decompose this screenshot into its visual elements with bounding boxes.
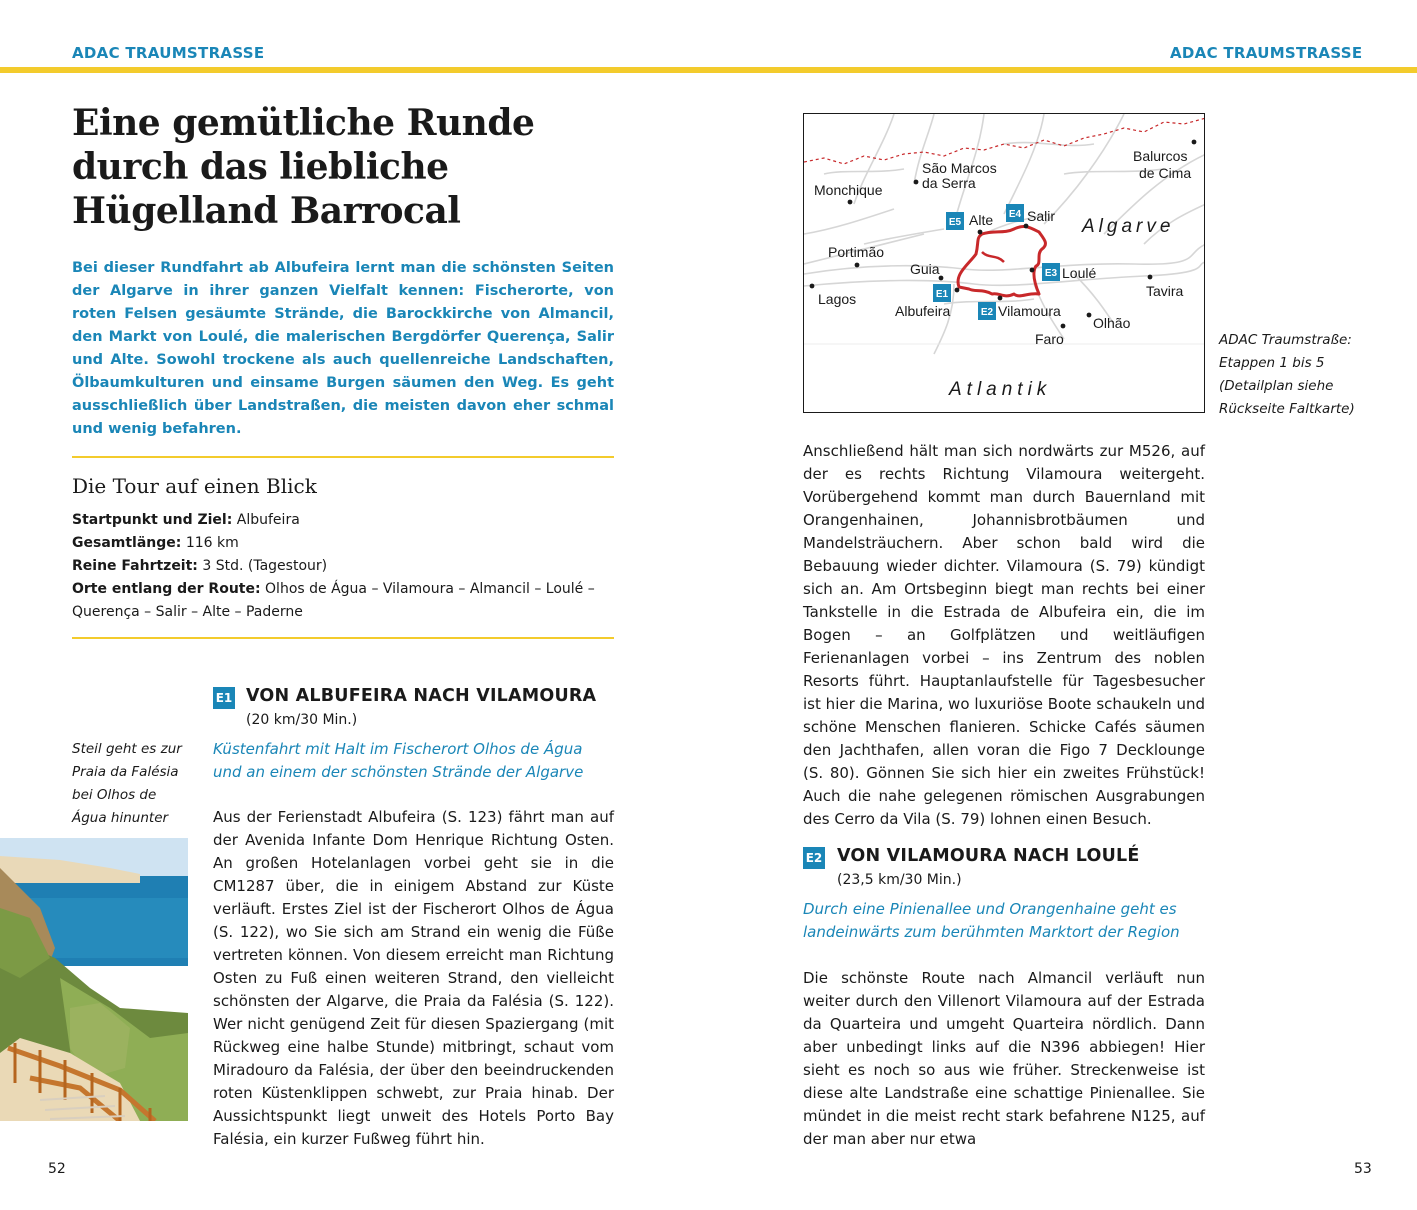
coast-stairs-photo: [0, 838, 188, 1121]
glance-top-rule: [72, 456, 614, 458]
vilamoura-body: Anschließend hält man sich nordwärts zur M526, auf der es rechts Richtung Vilamoura weitergeht. Vorübergehend kommt man durch Bauernland mit Orangenhainen, Johannisbrotbäumen und Mandelsträuchern. Aber schon bald wird die Bebauung wieder dichter. Vilamoura (S. 79) kündigt sich an. Am Ortsbeginn biegt man rechts bei einer Tankstelle in die Estrada de Albufeira ein, die im Bogen – an Golfplätzen und weitläufigen Ferienanlagen vorbei – ins Zentrum des noblen Resorts führt. Hauptanlaufstelle für Tagesbesucher ist hier die Marina, wo luxuriöse Boote schaukeln und schöne Menschen flanieren. Schicke Cafés säumen den Jachthafen, allen voran die Figo 7 Decklounge (S. 80). Gönnen Sie sich hier ein zweites Frühstück! Auch die nahe gelegenen römischen Ausgrabungen des Cerro da Vila (S. 79) lohnen einen Besuch.: [803, 442, 1205, 828]
fact-start: [72, 509, 614, 532]
map-badge-e2: E2: [980, 307, 994, 318]
map-label-albufeira: Albufeira: [895, 303, 951, 319]
fact-length-value: 116 km: [185, 535, 239, 551]
map-badge-e5: E5: [948, 217, 962, 228]
stage2-body: Die schönste Route nach Almancil verläuft nun weiter durch den Villenort Vilamoura auf der Estrada da Quarteira und umgeht Quarteira nördlich. Dann aber unbedingt links auf die N396 abbiegen! Hier sieht es noch so aus wie früher. Streckenweise ist diese alte Landstraße eine schattige Pinienallee. Sie mündet in die meist recht stark befahrene N125, auf der man aber nur etwa: [803, 969, 1205, 1148]
route-map: [803, 113, 1205, 413]
coast-stairs-illustration: [0, 838, 188, 1121]
running-header-right: ADAC TRAUMSTRASSE: [1170, 44, 1363, 62]
map-label-alte: Alte: [969, 212, 994, 228]
fact-time: [72, 555, 614, 578]
map-label-guia: Guia: [910, 261, 940, 277]
map-label-sao-marcos: São Marcos: [922, 160, 997, 176]
map-label-da-serra: da Serra: [922, 175, 976, 191]
map-label-olhao: Olhão: [1093, 315, 1131, 331]
fact-start-value: Albufeira: [236, 512, 300, 528]
stage2-subtitle: Durch eine Pinienallee und Orangenhaine geht es landeinwärts zum berühmten Marktort der Region: [803, 900, 1180, 941]
map-label-atlantik: Atlantik: [949, 379, 1052, 400]
page-title: [72, 101, 534, 233]
stage-badge-e1: E1: [213, 687, 235, 709]
fact-places-label: Orte entlang der Route:: [72, 581, 261, 597]
page-number-right: 53: [1354, 1161, 1372, 1177]
page-number-left: 52: [48, 1161, 66, 1177]
map-label-algarve: Algarve: [1082, 216, 1175, 237]
map-badge-e1: E1: [935, 289, 949, 300]
map-label-loule: Loulé: [1062, 265, 1097, 281]
stage2-duration: (23,5 km/30 Min.): [837, 872, 962, 888]
page-title-line-1: Eine gemütliche Runde: [72, 102, 535, 144]
fact-places: [72, 578, 614, 624]
stage1-body: Aus der Ferienstadt Albufeira (S. 123) fährt man auf der Avenida Infante Dom Henrique Richtung Osten. An großen Hotelanlagen vorbei geht sie in die CM1287 über, die in einigem Abstand zur Küste verläuft. Erstes Ziel ist der Fischerort Olhos de Água (S. 122), wo Sie sich am Strand ein wenig die Füße vertreten können. Von diesem erreicht man Richtung Osten zu Fuß einen weiteren Strand, den vielleicht schönsten der Algarve, die Praia da Falésia (S. 122). Wer nicht genügend Zeit für diesen Spaziergang (mit Rückweg eine halbe Stunde) mitbringt, schaut vom Miradouro da Falésia, der über den beeindruckenden roten Küstenklippen schwebt, zur Praia hinab. Der Aussichtspunkt liegt unweit des Hotels Porto Bay Falésia, ein kurzer Fußweg führt hin.: [213, 808, 614, 1148]
map-label-monchique: Monchique: [814, 182, 883, 198]
glance-bottom-rule: [72, 637, 614, 639]
stage2-title: VON VILAMOURA NACH LOULÉ: [837, 846, 1140, 866]
map-badge-e3: E3: [1044, 268, 1058, 279]
glance-title: Die Tour auf einen Blick: [72, 474, 317, 498]
map-label-tavira: Tavira: [1146, 283, 1184, 299]
running-header-left: ADAC TRAUMSTRASSE: [72, 44, 265, 62]
map-badge-e4: E4: [1008, 209, 1022, 220]
map-label-vilamoura: Vilamoura: [998, 303, 1061, 319]
stage1-duration: (20 km/30 Min.): [246, 712, 358, 728]
map-label-portimao: Portimão: [828, 244, 885, 260]
fact-time-value: 3 Std. (Tagestour): [202, 558, 328, 574]
page-title-line-3: Hügelland Barrocal: [72, 190, 461, 232]
fact-start-label: Startpunkt und Ziel:: [72, 512, 233, 528]
fact-length: [72, 532, 614, 555]
fact-time-label: Reine Fahrtzeit:: [72, 558, 198, 574]
photo-caption: Steil geht es zur Praia da Falésia bei Olhos de Água hinunter: [72, 741, 182, 826]
map-label-salir: Salir: [1027, 208, 1056, 224]
header-rule: [0, 67, 1417, 73]
map-label-faro: Faro: [1035, 331, 1064, 347]
glance-facts: [72, 509, 614, 624]
route-map-graphic: [804, 114, 1205, 413]
page-title-line-2: durch das liebliche: [72, 146, 449, 188]
intro-paragraph: Bei dieser Rundfahrt ab Albufeira lernt man die schönsten Seiten der Algarve in ihrer ganzen Vielfalt kennen: Fischerorte, von roten Felsen gesäumte Strände, die Barockkirche von Almancil, den Markt von Loulé, die malerischen Bergdörfer Querença, Salir und Alte. Sowohl trockene als auch quellenreiche Landschaften, Ölbaumkulturen und einsame Burgen säumen den Weg. Es geht ausschließlich über Landstraßen, die meisten davon eher schmal und wenig befahren.: [72, 260, 614, 437]
fact-length-label: Gesamtlänge:: [72, 535, 182, 551]
map-label-balurcos: Balurcos: [1133, 148, 1188, 164]
stage1-title: VON ALBUFEIRA NACH VILAMOURA: [246, 686, 597, 706]
map-label-lagos: Lagos: [818, 291, 857, 307]
map-caption: ADAC Traumstraße: Etappen 1 bis 5 (Detailplan siehe Rückseite Faltkarte): [1219, 332, 1355, 417]
tour-route-spur: [982, 252, 1004, 262]
map-label-de-cima: de Cima: [1139, 165, 1192, 181]
stage-badge-e2: E2: [803, 847, 825, 869]
stage1-subtitle: Küstenfahrt mit Halt im Fischerort Olhos de Água und an einem der schönsten Strände der Algarve: [213, 740, 584, 781]
fact-places-value: Olhos de Água – Vilamoura – Almancil – Loulé – Querença – Salir – Alte – Paderne: [72, 581, 595, 620]
